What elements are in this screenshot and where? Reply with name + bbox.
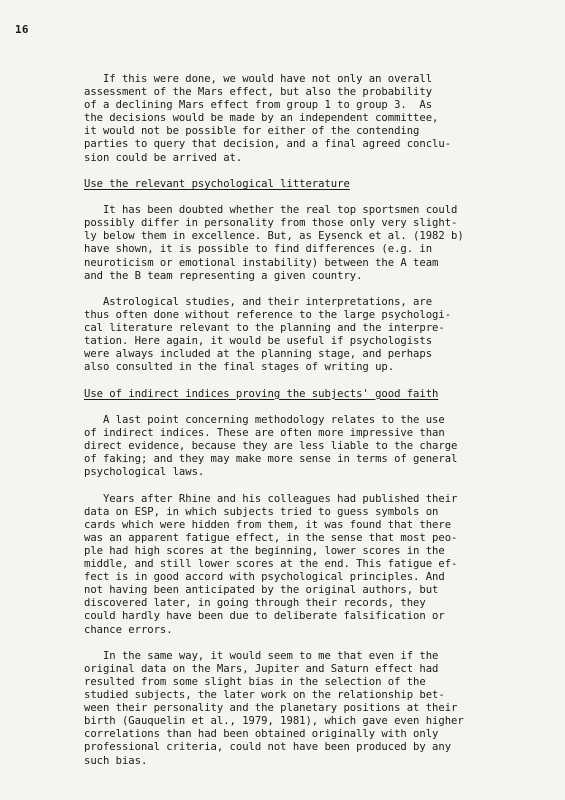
text-line: and the B team representing a given country. <box>84 269 363 282</box>
text-line: If this were done, we would have not only an overall <box>84 73 433 85</box>
text-line: such bias. <box>84 754 148 767</box>
document-body <box>84 73 534 781</box>
page-number: 16 <box>15 23 29 36</box>
text-line: resulted from some slight bias in the selection of the <box>84 675 426 688</box>
text-line: thus often done without reference to the large psychologi- <box>84 308 452 321</box>
paragraph-mars-assessment <box>84 73 534 165</box>
text-line: birth (Gauquelin et al., 1979, 1981), which gave even higher <box>84 715 464 728</box>
text-line: discovered later, in going through their records, they <box>84 597 426 610</box>
text-line: not having been anticipated by the original authors, but <box>84 584 439 597</box>
text-line: the decisions would be made by an independent committee, <box>84 112 439 125</box>
text-line: was an apparent fatigue effect, in the sense that most peo- <box>84 531 458 544</box>
text-line: In the same way, it would seem to me that even if the <box>84 649 439 662</box>
text-line: of a declining Mars effect from group 1 to group 3. As <box>84 99 433 112</box>
text-line: direct evidence, because they are less liable to the charge <box>84 440 458 453</box>
text-line: professional criteria, could not have been produced by any <box>84 741 452 754</box>
text-line: Years after Rhine and his colleagues had published their <box>84 492 458 505</box>
text-line: correlations than had been obtained originally with only <box>84 728 439 741</box>
text-line: cal literature relevant to the planning and the interpre- <box>84 322 445 335</box>
text-line: ple had high scores at the beginning, lower scores in the <box>84 544 445 557</box>
text-line: of indirect indices. These are often more impressive than <box>84 427 445 439</box>
text-line: fect is in good accord with psychological principles. And <box>84 571 445 584</box>
paragraph-top-sportsmen <box>84 204 534 283</box>
text-line: cards which were hidden from them, it was found that there <box>84 518 452 531</box>
text-line: of faking; and they may make more sense in terms of general <box>84 453 458 466</box>
text-line: sion could be arrived at. <box>84 151 243 164</box>
text-line: also consulted in the final stages of writing up. <box>84 361 395 374</box>
paragraph-mars-jupiter-saturn <box>84 650 534 768</box>
text-line: assessment of the Mars effect, but also the probability <box>84 86 433 99</box>
section-heading-psychological-literature: Use the relevant psychological litterature <box>84 177 350 190</box>
section-heading-indirect-indices: Use of indirect indices proving the subjects' good faith <box>84 387 439 400</box>
text-line: chance errors. <box>84 623 173 636</box>
text-line: tation. Here again, it would be useful if psychologists <box>84 335 433 348</box>
paragraph-methodology <box>84 414 534 479</box>
paragraph-rhine-esp <box>84 493 534 637</box>
text-line: middle, and still lower scores at the end. This fatigue ef- <box>84 558 458 571</box>
text-line: Astrological studies, and their interpretations, are <box>84 295 433 308</box>
text-line: could hardly have been due to deliberate falsification or <box>84 610 445 623</box>
text-line: possibly differ in personality from those only very slight- <box>84 217 458 230</box>
text-line: studied subjects, the later work on the relationship bet- <box>84 689 445 702</box>
text-line: parties to query that decision, and a final agreed conclu- <box>84 138 452 151</box>
text-line: were always included at the planning stage, and perhaps <box>84 348 433 361</box>
text-line: psychological laws. <box>84 466 205 479</box>
text-line: have shown, it is possible to find differences (e.g. in <box>84 243 433 256</box>
text-line: it would not be possible for either of the contending <box>84 125 420 138</box>
text-line: data on ESP, in which subjects tried to guess symbols on <box>84 505 439 518</box>
text-line: ween their personality and the planetary positions at their <box>84 702 458 715</box>
text-line: ly below them in excellence. But, as Eysenck et al. (1982 b) <box>84 230 464 243</box>
text-line: It has been doubted whether the real top sportsmen could <box>84 204 458 217</box>
text-line: neuroticism or emotional instability) between the A team <box>84 256 439 269</box>
paragraph-astrological-studies <box>84 296 534 375</box>
text-line: original data on the Mars, Jupiter and Saturn effect had <box>84 662 439 675</box>
text-line: A last point concerning methodology relates to the use <box>84 413 445 426</box>
